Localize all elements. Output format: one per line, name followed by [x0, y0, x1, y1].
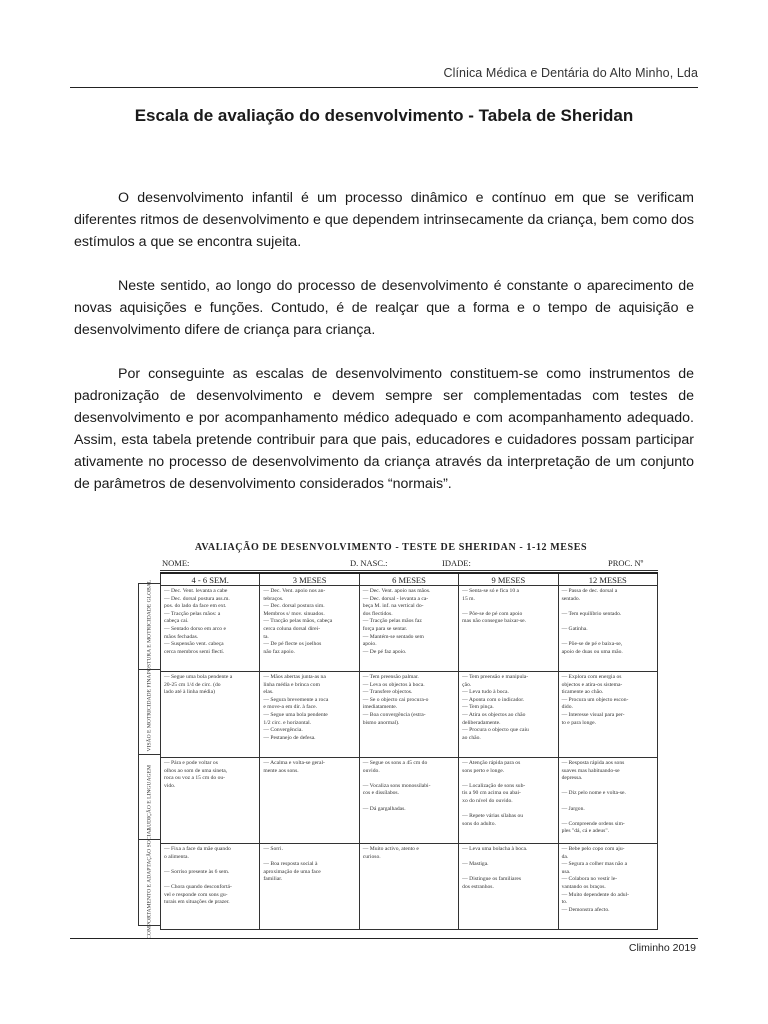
row-labels	[138, 579, 161, 939]
table-row	[161, 672, 658, 758]
figure-header-rule	[160, 570, 658, 571]
column-header: 9 MESES	[459, 573, 558, 586]
column-header: 12 MESES	[558, 573, 657, 586]
table-row	[161, 586, 658, 672]
paragraph-purpose: Por conseguinte as escalas de desenvolvimento constituem-se como instrumentos de padronização de desenvolvimento e devem sempre ser complementadas com testes de desenvolvimento e por acompanhamento médico adequado e com acompanhamento adequado. Assim, esta tabela pretende contribuir para que pais, educadores e cuidadores possam participar ativamente no processo de desenvolvimento da criança através da interpretação de um conjunto de parâmetros de desenvolvimento considerados “normais”.	[74, 366, 694, 493]
column-header: 6 MESES	[359, 573, 458, 586]
row-label-vision: VISÃO E MOTRICIDADE FINA	[146, 674, 153, 751]
row-label-hearing: AUDIÇÃO E LINGUAGEM	[146, 764, 153, 831]
table-cell: — Pára e pode voltar os olhos ao som de uma sineta, roca ou voz a 15 cm do ou- vido.	[161, 758, 260, 844]
header-divider	[70, 87, 698, 88]
row-label-cell	[139, 579, 161, 674]
table-cell: — Acalma e volta-se geral- mente aos sons.	[260, 758, 359, 844]
figure-title: AVALIAÇÃO DE DESENVOLVIMENTO - TESTE DE SHERIDAN - 1-12 MESES	[194, 542, 588, 553]
table-cell: — Dec. Vent. levanta a cabe — Dec. dorsal postura ass.m. pos. do lado da face em ext. — Tracção pelas mãos: a cabeça cai. — Sentado dorso em arco e mãos fechadas. — Suspensão vent. cabeça cerca membros semi flectí.	[161, 586, 260, 672]
table-cell: — Muito activo, atento e curioso.	[359, 844, 458, 930]
table-header-row	[161, 573, 658, 586]
table-cell: — Tem preensão palmar. — Leva os objectos à boca. — Transfere objectos. — Se o objecto cai procura-o imediatamente. — Boa convergência (estra- bismo anormal).	[359, 672, 458, 758]
table-cell: — Segue uma bola pendente a 20-25 cm 1/4 de circ. (do lado até à linha média)	[161, 672, 260, 758]
table-cell: — Fixa a face da mãe quando o alimenta. — Sorriso presente às 6 sem. — Chora quando desconfortá- vel e responde com sons gu- turais em situações de prazer.	[161, 844, 260, 930]
table-cell: — Dec. Vent. apoio nos an- tebraços. — Dec. dorsal postura sim. Membros s/ mov. sinuados. — Tracção pelas mãos, cabeça cerca coluna dorsal direi- ta. — De pé flecte os joelhos não faz apoio.	[260, 586, 359, 672]
table-cell: — Atenção rápida para os sons perto e longe. — Localização de sons sub- tis a 90 cm acima ou abai- xo do nível do ouvido. — Repete várias sílabas ou sons do adulto.	[459, 758, 558, 844]
table-cell: — Mãos abertas junta-as na linha média e brinca com elas. — Segura brevemente a roca e move-a em dir. à face. — Segue uma bola pendente 1/2 circ. e horizontal. — Convergência. — Pestanejo de defesa.	[260, 672, 359, 758]
sheridan-table-figure	[120, 538, 662, 939]
document-title: Escala de avaliação do desenvolvimento - Tabela de Sheridan	[134, 106, 634, 125]
table-cell: — Resposta rápida aos sons suaves mas habituando-se depressa. — Diz pelo nome e volta-se. — Jargon. — Compreende ordens sim- ples "dá, cá e adeus".	[558, 758, 657, 844]
row-label-social: COMPORTAMENTO E ADAPTAÇÃO SOCIAL	[146, 827, 153, 939]
row-label-cell	[139, 669, 161, 755]
table-cell: — Bebe pelo copo com aju- da. — Segura a colher mas não a usa. — Colabora no vestir le- vantando os braços. — Muito dependente do adul- to. — Demonstra afecto.	[558, 844, 657, 930]
paragraph-intro: O desenvolvimento infantil é um processo dinâmico e contínuo em que se verificam diferentes ritmos de desenvolvimento e que dependem intrinsecamente da criança, bem como dos estímulos a que se encontra sujeita.	[74, 190, 694, 251]
column-header: 4 - 6 SEM.	[161, 573, 260, 586]
company-name: Clínica Médica e Dentária do Alto Minho, Lda	[443, 66, 698, 80]
column-header: 3 MESES	[260, 573, 359, 586]
footer-divider	[70, 938, 698, 939]
row-label-motor-global: POSTURA E MOTRICIDADE GLOBAL	[146, 579, 153, 674]
field-proc: PROC. Nº	[608, 558, 644, 568]
table-cell: — Passa de dec. dorsal a sentado. — Tem equilíbrio sentado. — Gatinha. — Põe-se de pé e baixa-se, apoio de duas ou uma mão.	[558, 586, 657, 672]
table-row	[161, 844, 658, 930]
table-cell: — Tem preensão e manipula- ção. — Leva tudo à boca. — Aponta com o indicador. — Tem pinça. — Atira os objectos ao chão deliberadamente. — Procura o objecto que caiu ao chão.	[459, 672, 558, 758]
sheridan-table	[160, 572, 658, 930]
field-nome: NOME:	[162, 558, 190, 568]
field-idade: IDADE:	[442, 558, 471, 568]
table-cell: — Explora com energia os objectos e atira-os sistema- ticamente ao chão. — Procura um objecto escon- dido. — Interesse visual para per- to e para longe.	[558, 672, 657, 758]
paragraph-context: Neste sentido, ao longo do processo de desenvolvimento é constante o aparecimento de novas aquisições e funções. Contudo, é de realçar que a forma e o tempo de aquisição e desenvolvimento difere de criança para criança.	[74, 278, 694, 339]
footer-text: Climinho 2019	[628, 942, 696, 954]
row-label-cell	[139, 827, 161, 939]
table-cell: — Sorri. — Boa resposta social à aproximação de uma face familiar.	[260, 844, 359, 930]
table-cell: — Dec. Vent. apoio nas mãos. — Dec. dorsal - levanta a ca- beça M. inf. na vertical do- dos flectidos. — Tracção pelas mãos faz força para se sentar. — Mantém-se sentado sem apoio. — De pé faz apoio.	[359, 586, 458, 672]
field-nasc: D. NASC.:	[350, 558, 388, 568]
table-cell: — Segue os sons a 45 cm do ouvido. — Vocaliza sons monossílabi- cos e dissílabos. — Dá gargalhadas.	[359, 758, 458, 844]
table-cell: — Senta-se só e fica 10 a 15 m. — Pôe-se de pé com apoio mas não consegue baixar-se.	[459, 586, 558, 672]
table-row	[161, 758, 658, 844]
table-cell: — Leva uma bolacha à boca. — Mastiga. — Distingue os familiares dos estranhos.	[459, 844, 558, 930]
